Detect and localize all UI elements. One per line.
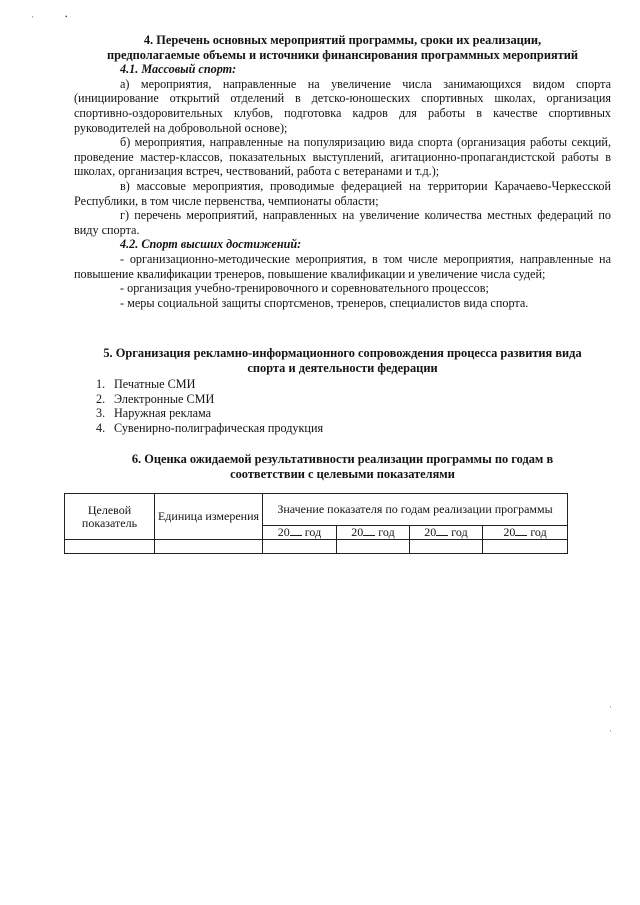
year-column-header: 20 год <box>337 526 410 540</box>
scan-mark: • <box>65 13 68 21</box>
section-4 <box>74 33 611 310</box>
year-column-header: 20 год <box>410 526 483 540</box>
media-list <box>96 377 496 435</box>
column-header-values: Значение показателя по годам реализации программы <box>263 494 568 526</box>
list-item-training: - организация учебно-тренировочного и соревновательного процессов; <box>120 281 489 296</box>
table-row <box>65 540 568 554</box>
section-5 <box>74 346 611 375</box>
paragraph-g: г) перечень мероприятий, направленных на увеличение количества местных федераций по виду спорта. <box>74 208 611 237</box>
subsection-4-2-title: 4.2. Спорт высших достижений: <box>120 237 302 252</box>
column-header-unit: Единица измерения <box>155 494 263 540</box>
table-cell <box>263 540 337 554</box>
media-list-item: 3. Наружная реклама <box>96 406 212 421</box>
column-header-indicator: Целевой показатель <box>65 494 155 540</box>
section-6 <box>74 452 611 481</box>
section-5-heading-line-2: спорта и деятельности федерации <box>247 360 438 375</box>
media-list-item: 2. Электронные СМИ <box>96 391 215 406</box>
media-list-item: 1. Печатные СМИ <box>96 377 196 391</box>
section-5-heading-line-1: 5. Организация рекламно-информационного сопровождения процесса развития вида <box>103 346 582 360</box>
indicators-table <box>64 493 568 554</box>
table-cell <box>155 540 263 554</box>
year-column-header: 20 год <box>483 526 568 540</box>
section-4-heading-line-2: предполагаемые объемы и источники финансирования программных мероприятий <box>106 47 579 62</box>
scan-mark: ' <box>32 15 34 23</box>
scan-mark: ' <box>610 705 612 713</box>
table-cell <box>337 540 410 554</box>
list-item-social-protection: - меры социальной защиты спортсменов, тренеров, специалистов вида спорта. <box>120 295 529 310</box>
year-column-header: 20 год <box>263 526 337 540</box>
media-list-item: 4. Сувенирно-полиграфическая продукция <box>96 420 324 435</box>
table-cell <box>483 540 568 554</box>
paragraph-b: б) мероприятия, направленные на популяризацию вида спорта (организация работы секций, проведение мастер-классов, показательных выступлений, агитационно-пропагандистской работы в школах, организация встреч, чествований, работа с ветеранами и т.д.); <box>74 135 611 179</box>
list-item-methodical: - организационно-методические мероприятия, в том числе мероприятия, направленные на повышение квалификации тренеров, повышение квалификации и увеличение числа судей; <box>74 251 611 281</box>
scan-mark: ' <box>610 729 612 737</box>
paragraph-a: а) мероприятия, направленные на увеличение числа занимающихся видом спорта (инициирование открытий отделений в детско-юношеских спортивных школах, организация спортивно-оздоровительных клубов, подготовка кадров для работы в качестве спортивных руководителей на добровольной основе); <box>74 76 611 135</box>
table-cell <box>65 540 155 554</box>
section-4-heading-line-1: 4. Перечень основных мероприятий программы, сроки их реализации, <box>143 33 542 47</box>
section-6-heading-line-2: соответствии с целевыми показателями <box>230 466 455 481</box>
section-6-heading-line-1: 6. Оценка ожидаемой результативности реализации программы по годам в <box>131 452 554 466</box>
paragraph-v: в) массовые мероприятия, проводимые федерацией на территории Карачаево-Черкесской Республики, в том числе первенства, чемпионаты области; <box>74 178 611 208</box>
table-cell <box>410 540 483 554</box>
subsection-4-1-title: 4.1. Массовый спорт: <box>120 62 237 77</box>
